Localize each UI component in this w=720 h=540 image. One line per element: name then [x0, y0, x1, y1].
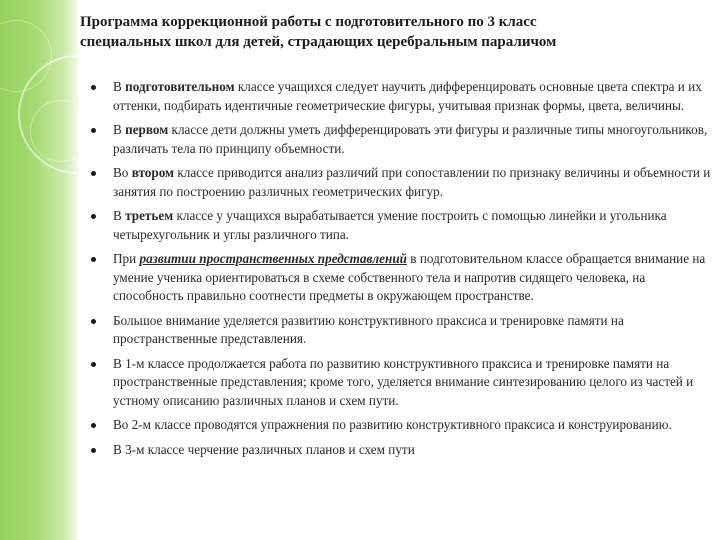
- decorative-green-sidebar: [0, 0, 78, 540]
- slide-title: [80, 12, 710, 52]
- bullet-highlight: развитии пространственных представлений: [139, 251, 407, 266]
- bullet-item: [88, 250, 714, 306]
- bullet-dot-icon: [91, 128, 96, 133]
- bullet-dot-icon: [91, 257, 96, 262]
- bullet-text: в подготовительном классе обращается внимание на умение ученика ориентироваться в схеме собственного тела и напротив сидящего человека, на способность правильно соотнести предметы в окружающем пространстве.: [113, 251, 706, 303]
- bullet-item: [88, 207, 714, 244]
- bullet-dot-icon: [91, 362, 96, 367]
- bullet-dot-icon: [91, 319, 96, 324]
- bullet-item: [88, 355, 714, 411]
- bullet-highlight: первом: [125, 122, 169, 137]
- bullet-text: В 1-м классе продолжается работа по развитию конструктивного праксиса и тренировке памяти на пространственные представления; кроме того, уделяется внимание синтезированию целого из частей и устному описанию различных планов и схем пути.: [113, 355, 694, 408]
- bullet-text: В: [113, 208, 126, 223]
- bullet-item: [88, 164, 714, 201]
- bullet-text: В 3-м классе черчение различных планов и схем пути: [113, 441, 415, 457]
- bullet-item: [88, 441, 714, 460]
- bullet-highlight: третьем: [125, 208, 174, 223]
- bullet-text: классе приводится анализ различий при сопоставлении по признаку величины и объемности и занятия по построению различных геометрических фигур.: [113, 165, 711, 199]
- bullet-dot-icon: [91, 448, 96, 453]
- bullet-dot-icon: [91, 214, 96, 219]
- bullet-text: классе дети должны уметь дифференцировать эти фигуры и различные типы многоугольников, различать тела по принципу объемности.: [113, 122, 708, 156]
- bullet-text: Во 2-м классе проводятся упражнения по развитию конструктивного праксиса и конструированию.: [113, 417, 672, 432]
- bullet-list: [88, 78, 714, 465]
- bullet-dot-icon: [91, 171, 96, 176]
- bullet-text: Во: [113, 165, 132, 180]
- bullet-highlight: втором: [131, 165, 175, 180]
- slide-title-line-2: специальных школ для детей, страдающих церебральным параличом: [80, 34, 557, 50]
- bullet-text: В: [113, 122, 126, 137]
- bullet-item: [88, 312, 714, 349]
- bullet-dot-icon: [91, 423, 96, 428]
- bullet-item: [88, 416, 714, 435]
- bullet-dot-icon: [91, 85, 96, 90]
- bullet-item: [88, 121, 714, 158]
- bullet-text: классе у учащихся вырабатывается умение построить с помощью линейки и угольника четырехугольник и углы различного типа.: [113, 208, 667, 242]
- bullet-highlight: подготовительном: [125, 79, 235, 94]
- bullet-text: В: [113, 79, 126, 94]
- bullet-item: [88, 78, 714, 115]
- bullet-text: классе учащихся следует научить дифференцировать основные цвета спектра и их оттенки, подбирать идентичные геометрические фигуры, учитывая признак формы, цвета, величины.: [113, 79, 702, 113]
- slide-title-line-1: Программа коррекционной работы с подготовительного по 3 класс: [80, 14, 537, 30]
- bullet-text: Большое внимание уделяется развитию конструктивного праксиса и тренировке памяти на пространственные представления.: [113, 312, 624, 346]
- bullet-text: При: [113, 251, 140, 266]
